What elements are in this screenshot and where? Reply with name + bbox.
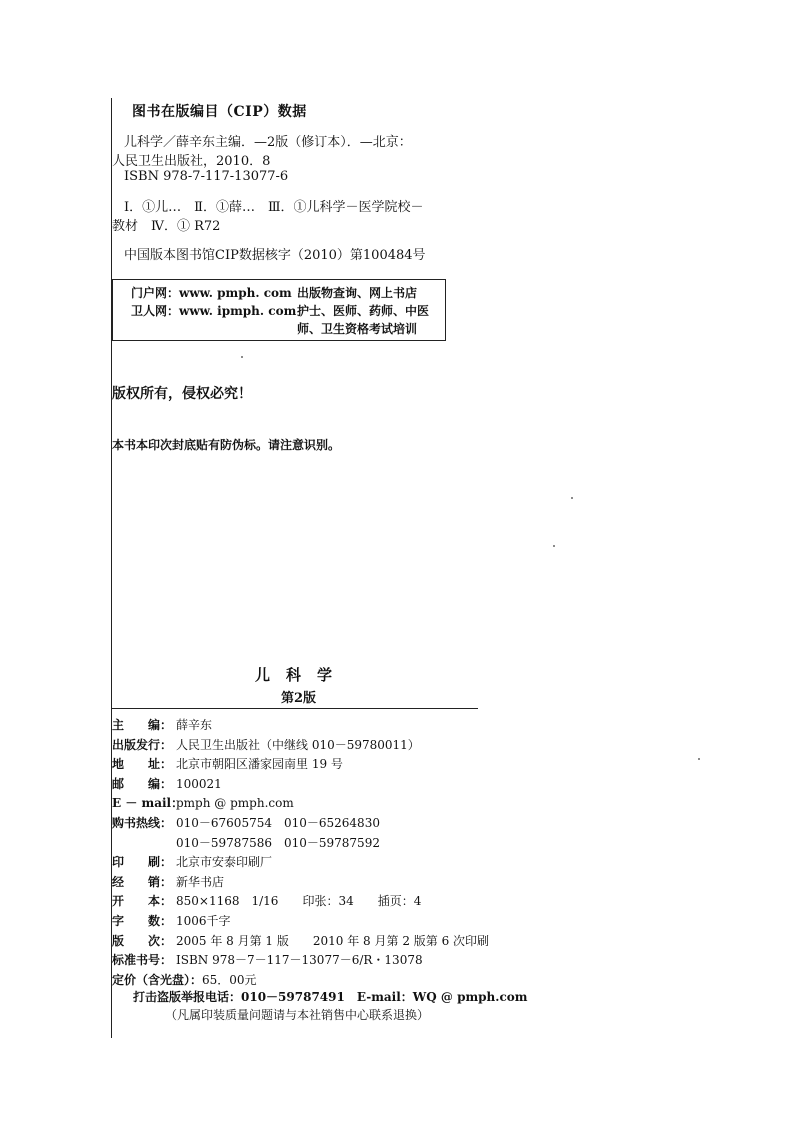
cip-line-3: ISBN 978-7-117-13077-6 bbox=[124, 169, 289, 184]
info-row-isbn bbox=[112, 951, 489, 971]
cip-line-2: 人民卫生出版社，2010．8 bbox=[112, 154, 271, 169]
copyright-notice: 版权所有，侵权必究！ bbox=[112, 386, 252, 402]
info-value: 薛辛东 bbox=[176, 718, 213, 732]
info-label: E － mail： bbox=[112, 796, 184, 811]
scan-speck bbox=[553, 545, 555, 547]
info-label: 定价（含光盘）： bbox=[112, 972, 203, 987]
info-value: 1006千字 bbox=[176, 913, 231, 928]
website-label: 门户网：www. pmph. com bbox=[131, 286, 292, 300]
website-description: 师、卫生资格考试培训 bbox=[297, 322, 418, 336]
info-label: 开 本： bbox=[112, 894, 173, 909]
website-row bbox=[131, 302, 445, 320]
info-row-distributor bbox=[112, 873, 489, 893]
info-row-postcode bbox=[112, 775, 489, 795]
piracy-report-line: 打击盗版举报电话：010－59787491 E-mail：WQ @ pmph.com bbox=[133, 990, 528, 1004]
info-value: 2005 年 8 月第 1 版 2010 年 8 月第 2 版第 6 次印刷 bbox=[176, 933, 490, 948]
info-label: 主 编： bbox=[112, 718, 173, 732]
cip-line-1: 儿科学／薛辛东主编．—2版（修订本）．—北京： bbox=[124, 135, 412, 150]
quality-return-note: （凡属印装质量问题请与本社销售中心联系退换） bbox=[165, 1008, 430, 1022]
title-divider bbox=[112, 708, 478, 709]
website-description: 护士、医师、药师、中医 bbox=[297, 304, 430, 318]
info-label: 标准书号： bbox=[112, 953, 173, 968]
publication-info bbox=[112, 716, 489, 990]
info-value: ISBN 978－7－117－13077－6/R・13078 bbox=[176, 953, 423, 968]
book-edition: 第2版 bbox=[281, 691, 317, 706]
info-value: 010－59787586 010－59787592 bbox=[176, 835, 380, 850]
cip-line-4: Ⅰ．①儿… Ⅱ．①薛… Ⅲ．①儿科学－医学院校－ bbox=[124, 200, 424, 215]
info-value: 010－67605754 010－65264830 bbox=[176, 815, 380, 830]
info-value: 65．00元 bbox=[202, 972, 257, 987]
info-label: 邮 编： bbox=[112, 776, 173, 791]
info-row-publisher bbox=[112, 736, 489, 756]
info-row-format bbox=[112, 892, 489, 912]
info-label: 经 销： bbox=[112, 874, 173, 889]
book-title: 儿科学 bbox=[255, 666, 349, 684]
info-value: 850×1168 1/16 印张：34 插页：4 bbox=[176, 894, 422, 909]
info-label: 字 数： bbox=[112, 913, 173, 928]
website-box bbox=[112, 279, 446, 341]
website-label: 卫人网：www. ipmph. com bbox=[131, 304, 297, 318]
info-label: 地 址： bbox=[112, 757, 173, 772]
info-row-email bbox=[112, 794, 489, 814]
info-value: 北京市朝阳区潘家园南里 19 号 bbox=[176, 757, 343, 772]
info-row-wordcount bbox=[112, 912, 489, 932]
anti-counterfeit-notice: 本书本印次封底贴有防伪标。请注意识别。 bbox=[112, 438, 341, 452]
info-value: 100021 bbox=[176, 776, 222, 791]
info-label bbox=[112, 834, 176, 854]
cip-title: 图书在版编目（CIP）数据 bbox=[132, 104, 307, 120]
info-row-printer bbox=[112, 853, 489, 873]
info-row-editor bbox=[112, 716, 489, 736]
info-value: 人民卫生出版社（中继线 010－59780011） bbox=[176, 737, 420, 752]
info-row-edition bbox=[112, 932, 489, 952]
scan-speck bbox=[698, 758, 700, 760]
info-label: 出版发行： bbox=[112, 737, 173, 752]
cip-line-6: 中国版本图书馆CIP数据核字（2010）第100484号 bbox=[124, 248, 426, 263]
info-value: 北京市安泰印刷厂 bbox=[176, 855, 273, 870]
info-row-address bbox=[112, 755, 489, 775]
scan-speck bbox=[571, 497, 573, 499]
website-label bbox=[131, 320, 297, 338]
scan-speck bbox=[241, 356, 243, 358]
cip-line-5: 教材 Ⅳ．① R72 bbox=[112, 219, 221, 234]
info-label: 印 刷： bbox=[112, 855, 173, 870]
website-row bbox=[131, 320, 445, 338]
info-row-hotline bbox=[112, 814, 489, 834]
info-value: pmph @ pmph.com bbox=[176, 796, 294, 811]
info-label: 版 次： bbox=[112, 933, 173, 948]
info-row-hotline-cont bbox=[112, 834, 489, 854]
info-label: 购书热线： bbox=[112, 815, 173, 830]
website-row bbox=[131, 284, 445, 302]
info-value: 新华书店 bbox=[176, 874, 225, 889]
website-description: 出版物查询、网上书店 bbox=[297, 286, 418, 300]
